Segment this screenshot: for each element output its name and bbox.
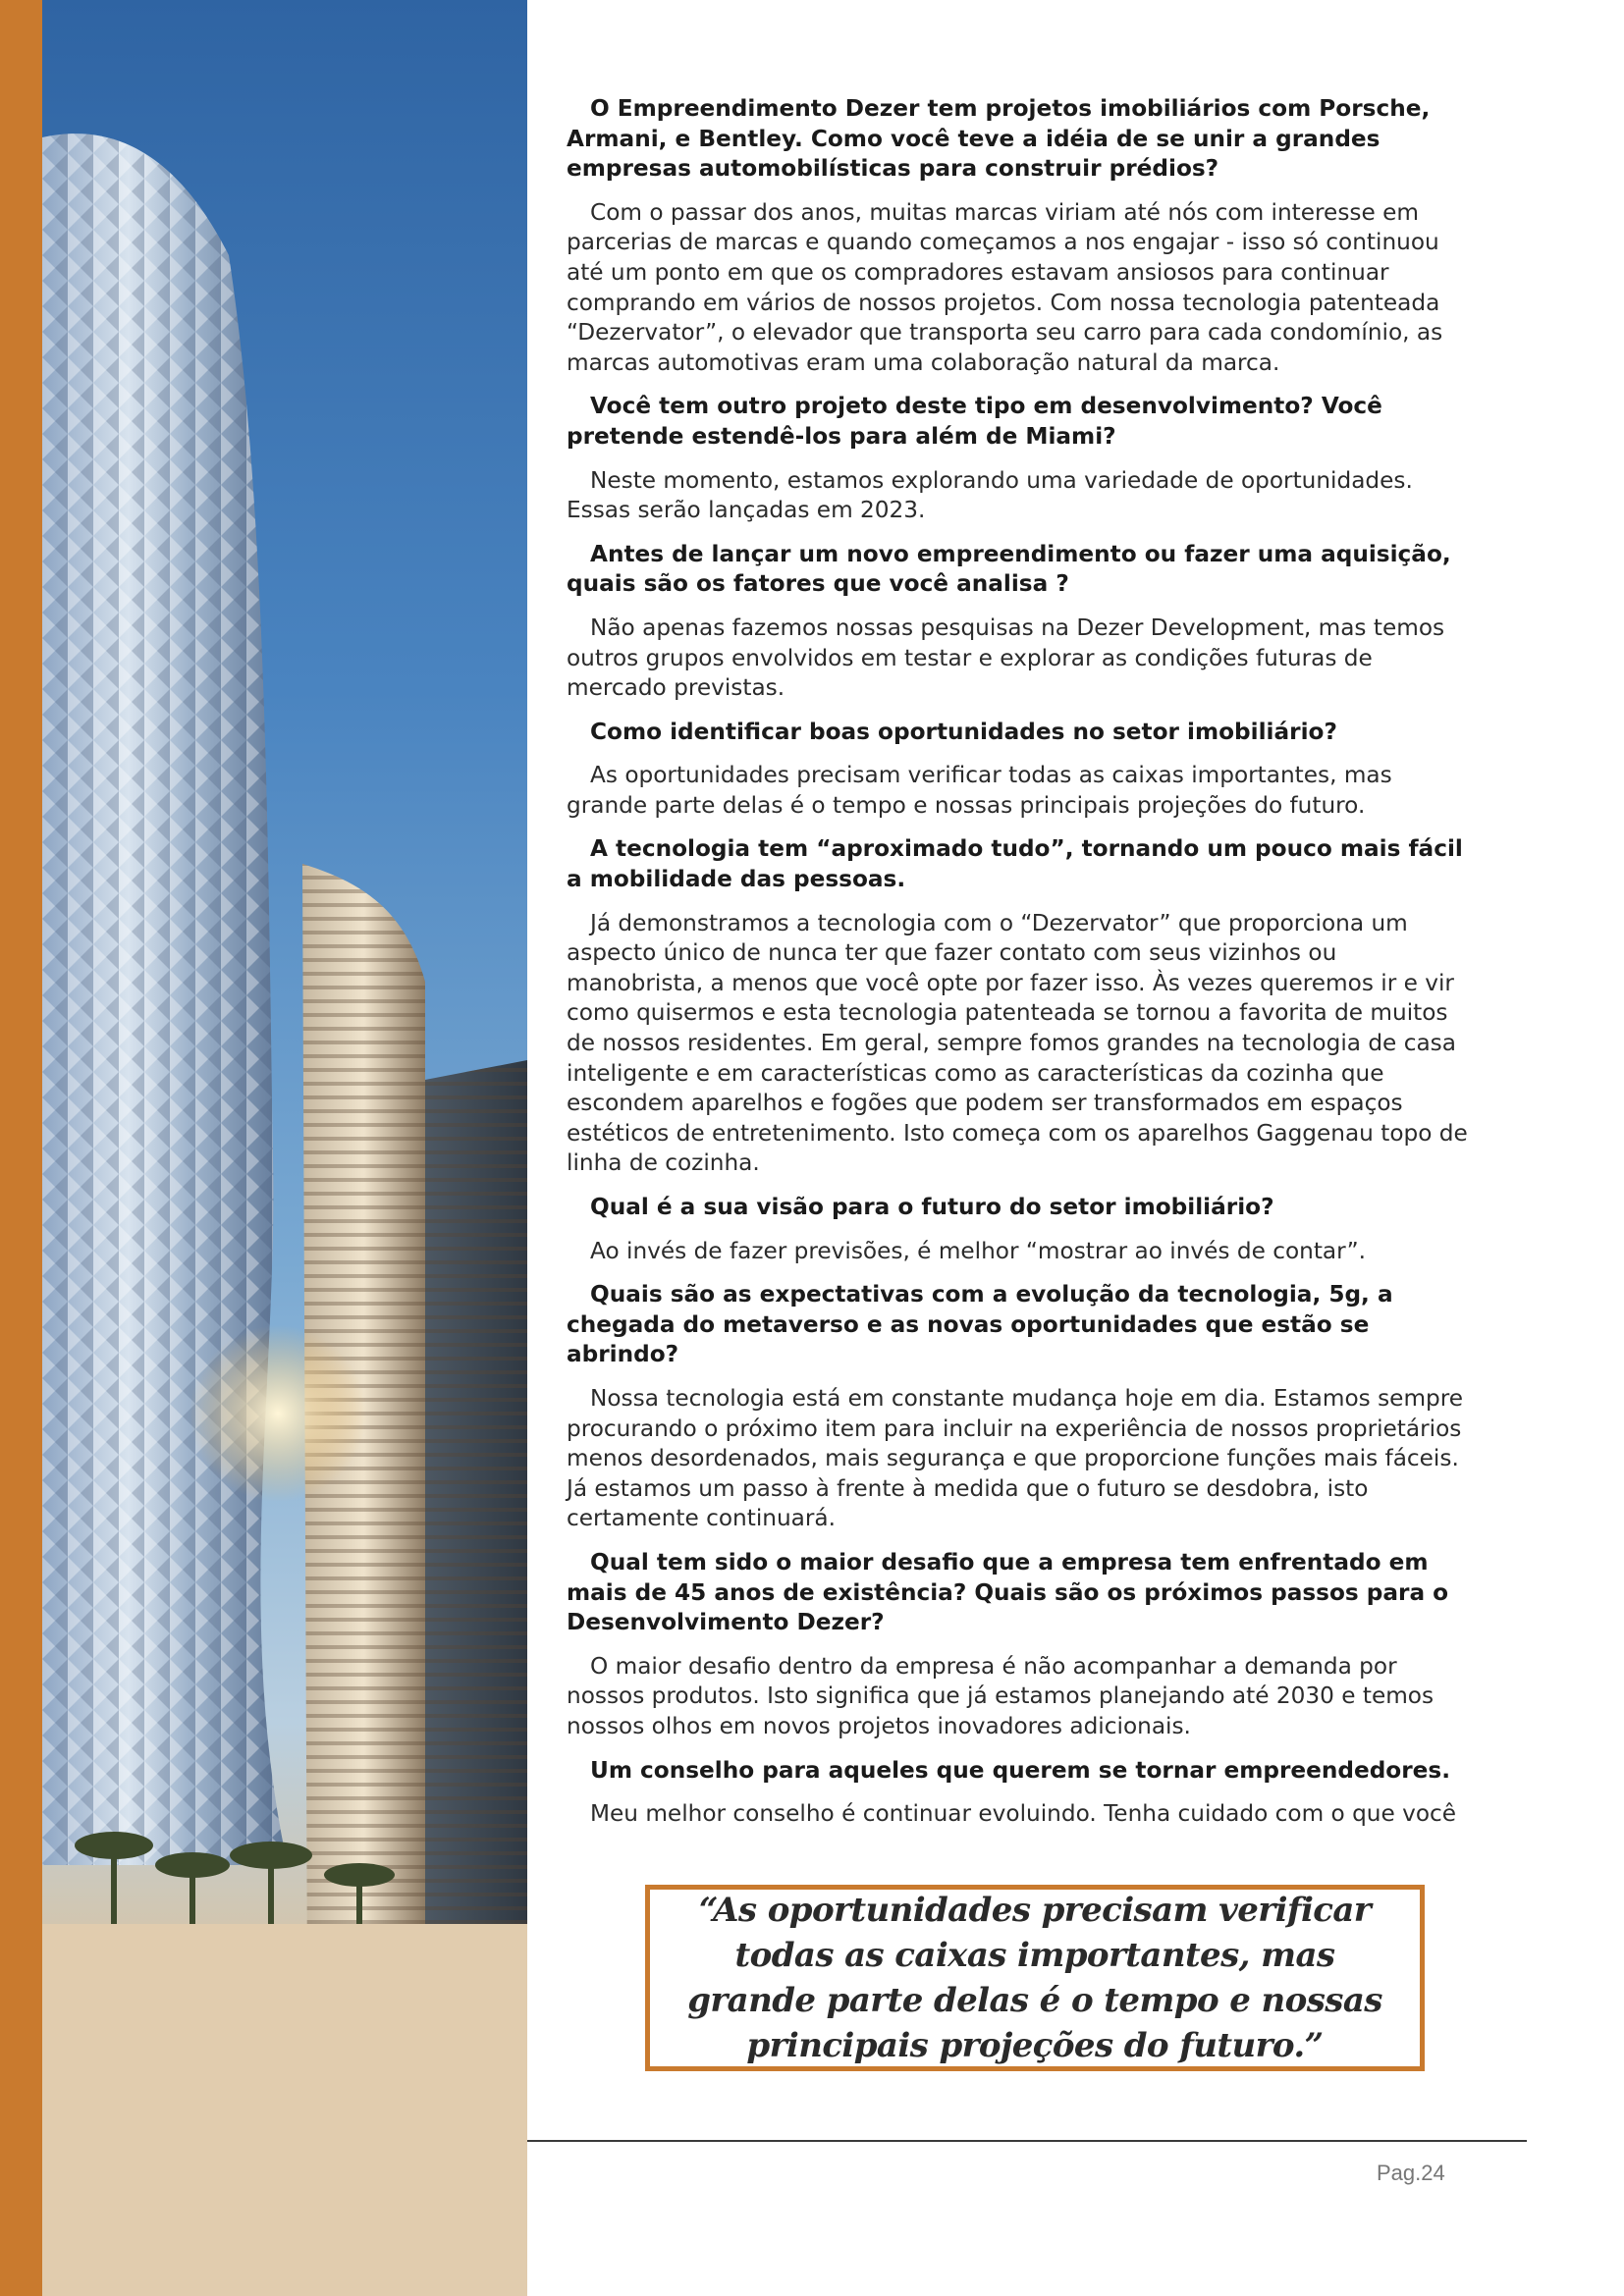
question: Como identificar boas oportunidades no setor imobiliário? [590,718,1337,745]
answer: Meu melhor conselho é continuar evoluindo. Tenha cuidado com o que você [590,1800,1457,1828]
answer: Com o passar dos anos, muitas marcas viriam até nós com interesse em parcerias de marcas e quando começamos a nos engajar - isso só continuou até um ponto em que os compradores estavam ansiosos para continuar comprando em vários de nossos projetos. Com nossa tecnologia patenteada “Dezervator”, o elevador que transporta seu carro para cada condomínio, as marcas automotivas eram uma colaboração natural da marca. [567,198,1443,376]
answer: Neste momento, estamos explorando uma variedade de oportunidades. Essas serão lançadas em 2023. [567,466,1413,524]
answer: O maior desafio dentro da empresa é não acompanhar a demanda por nossos produtos. Isto significa que já estamos planejando até 2030 e temos nossos olhos em novos projetos inovadores adicionais. [567,1652,1435,1739]
pull-quote: “As oportunidades precisam verificar todas as caixas importantes, mas grande parte delas é o tempo e nossas principais projeções do futuro.” [687,1891,1382,2065]
question: Um conselho para aqueles que querem se tornar empreendedores. [590,1756,1451,1784]
tower-illustration [42,0,527,2296]
pull-quote-box [645,1885,1425,2071]
answer: Nossa tecnologia está em constante mudança hoje em dia. Estamos sempre procurando o próximo item para incluir na experiência de nossos proprietários menos desordenados, mais segurança e que proporcione funções mais fáceis. Já estamos um passo à frente à medida que o futuro se desdobra, isto certamente continuará. [567,1384,1464,1532]
question: Quais são as expectativas com a evolução da tecnologia, 5g, a chegada do metaverso e as novas oportunidades que estão se abrindo? [567,1281,1393,1368]
question: Qual tem sido o maior desafio que a empresa tem enfrentado em mais de 45 anos de existência? Quais são os próximos passos para o Desenvolvimento Dezer? [567,1548,1449,1636]
page-number: Pag.24 [1377,2161,1445,2185]
building-photo [42,0,527,2296]
answer: Não apenas fazemos nossas pesquisas na Dezer Development, mas temos outros grupos envolvidos em testar e explorar as condições futuras de mercado previstas. [567,614,1445,702]
article-body [567,94,1470,1843]
question: Você tem outro projeto deste tipo em desenvolvimento? Você pretende estendê-los para além de Miami? [567,393,1382,450]
question: Antes de lançar um novo empreendimento ou fazer uma aquisição, quais são os fatores que você analisa ? [567,540,1451,598]
answer: Já demonstramos a tecnologia com o “Dezervator” que proporciona um aspecto único de nunca ter que fazer contato com seus vizinhos ou manobrista, a menos que você opte por fazer isso. Às vezes queremos ir e vir como quisermos e esta tecnologia patenteada se tornou a favorita de muitos de nossos residentes. Em geral, sempre fomos grandes na tecnologia de casa inteligente e em características como as características da cozinha que escondem aparelhos e fogões que podem ser transformados em espaços estéticos de entretenimento. Isto começa com os aparelhos Gaggenau topo de linha de cozinha. [567,909,1468,1177]
question: Qual é a sua visão para o futuro do setor imobiliário? [590,1194,1274,1220]
answer: Ao invés de fazer previsões, é melhor “mostrar ao invés de contar”. [590,1237,1367,1264]
question: A tecnologia tem “aproximado tudo”, tornando um pouco mais fácil a mobilidade das pessoas. [567,835,1463,893]
footer-divider [527,2140,1527,2142]
accent-strip [0,0,42,2296]
answer: As oportunidades precisam verificar todas as caixas importantes, mas grande parte delas é o tempo e nossas principais projeções do futuro. [567,762,1392,819]
question: O Empreendimento Dezer tem projetos imobiliários com Porsche, Armani, e Bentley. Como você teve a idéia de se unir a grandes empresas automobilísticas para construir prédios? [567,95,1431,183]
